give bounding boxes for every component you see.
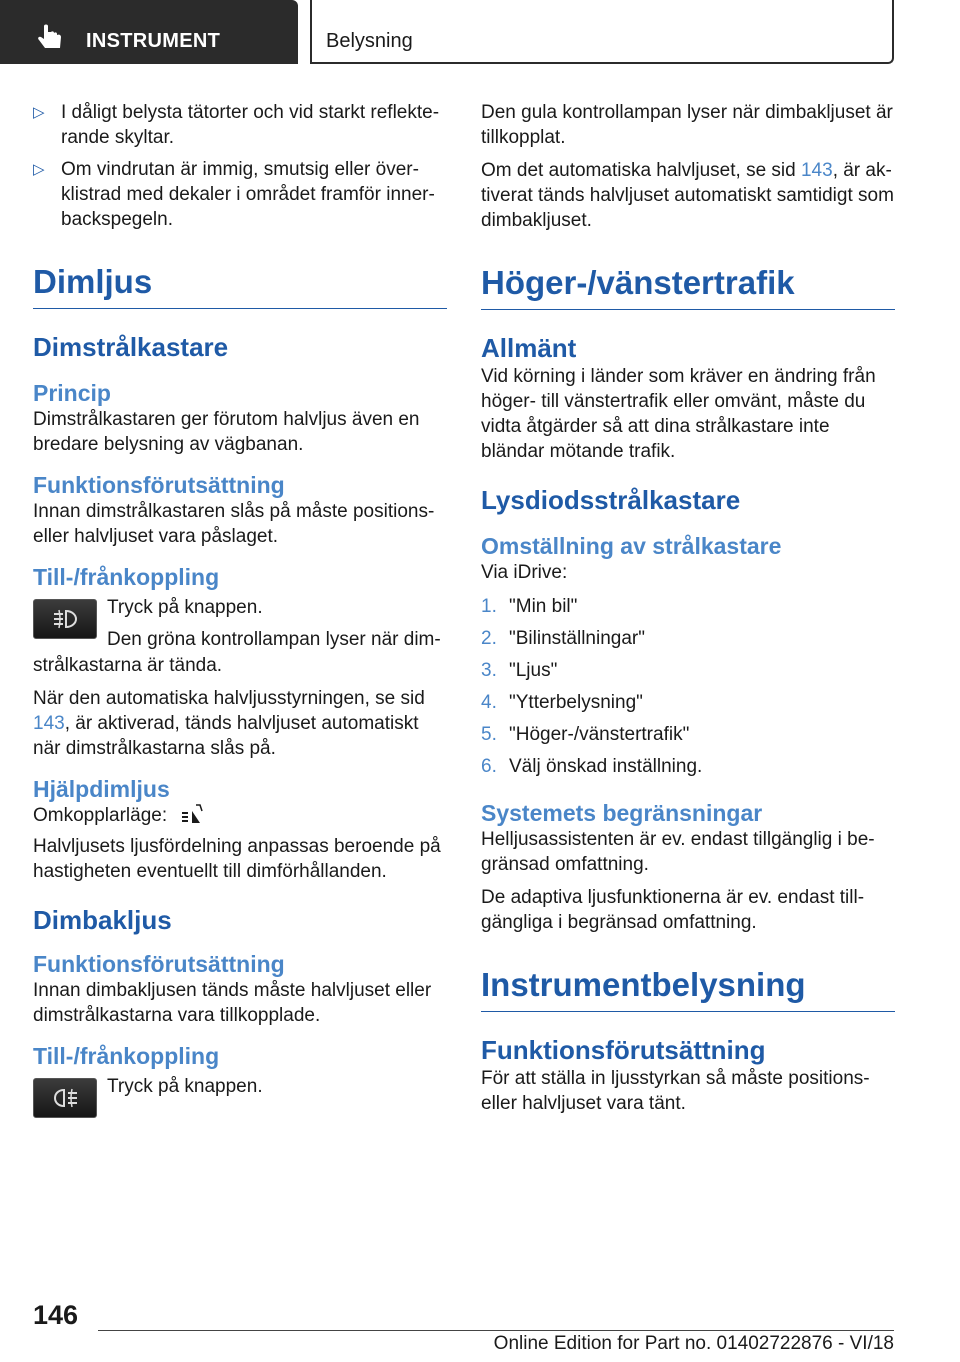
auto-fog-mode-icon bbox=[178, 803, 208, 825]
list-item: ▷ Om vindrutan är immig, smutsig eller överklistrad med dekaler i området framför innerbackspegeln. bbox=[33, 159, 435, 230]
page-header bbox=[0, 0, 960, 66]
text-grona-line1: Den gröna kontrollampan lyser när dim‑ bbox=[107, 629, 441, 650]
page-link-143[interactable]: 143 bbox=[33, 713, 65, 734]
text-tryck-1: Tryck på knappen. bbox=[107, 597, 263, 618]
list-item: 6. Välj önskad inställning. bbox=[481, 756, 703, 777]
heading-funktion-2: Funktionsförutsättning bbox=[33, 951, 285, 977]
front-fog-light-button-image bbox=[33, 599, 97, 639]
list-item: 1. "Min bil" bbox=[481, 596, 578, 617]
text-omkopplarlage: Omkopplarläge: bbox=[33, 803, 447, 828]
fog-button-row bbox=[33, 595, 447, 671]
heading-lysdiod: Lysdiodsstrålkastare bbox=[481, 485, 741, 515]
page-number: 146 bbox=[33, 1300, 79, 1330]
front-fog-icon bbox=[52, 607, 80, 631]
rear-fog-icon bbox=[52, 1086, 80, 1110]
right-column bbox=[481, 100, 895, 1116]
list-item: 3. "Ljus" bbox=[481, 660, 558, 681]
heading-funktion-1: Funktionsförutsättning bbox=[33, 472, 285, 498]
hand-pointer-icon bbox=[34, 24, 66, 50]
footer-edition: Online Edition for Part no. 01402722876 - VI/18 bbox=[493, 1333, 894, 1354]
heading-allmant: Allmänt bbox=[481, 333, 577, 363]
rear-fog-light-button-image bbox=[33, 1078, 97, 1118]
heading-systemets: Systemets begränsningar bbox=[481, 800, 763, 826]
rear-fog-button-row bbox=[33, 1074, 447, 1118]
left-column bbox=[33, 100, 447, 1118]
section-tab bbox=[0, 0, 298, 64]
section-label: INSTRUMENT bbox=[86, 30, 221, 52]
heading-princip: Princip bbox=[33, 380, 111, 406]
triangle-bullet-icon: ▷ bbox=[33, 161, 45, 178]
text-funktion-1: Innan dimstrålkastaren slås på måste positionseller halvljuset vara påslaget. bbox=[33, 501, 435, 547]
text-auto-right: Om det automatiska halvljuset, se sid 143, är aktiverat tänds halvljuset automatiskt samtidigt som dimbakljuset. bbox=[481, 160, 894, 231]
text-tryck-2: Tryck på knappen. bbox=[107, 1076, 263, 1097]
text-grona-line2: strålkastarna är tända. bbox=[33, 655, 223, 676]
heading-instrumentbelysning: Instrumentbelysning bbox=[481, 965, 895, 1012]
text-funktion-right: För att ställa in ljusstyrkan så måste positions- eller halvljuset vara tänt. bbox=[481, 1068, 870, 1114]
triangle-bullet-icon: ▷ bbox=[33, 104, 45, 121]
heading-dimbakljus: Dimbakljus bbox=[33, 905, 172, 935]
text-helljus: Helljusassistenten är ev. endast tillgänglig i begränsad omfattning. bbox=[481, 829, 875, 875]
heading-till-1: Till-/frånkoppling bbox=[33, 564, 220, 590]
text-allmant: Vid körning i länder som kräver en ändring från höger- till vänstertrafik eller omvänt, måste du vidta åtgärder så att dina strålkastare inte bländar mötande trafik. bbox=[481, 366, 876, 462]
list-item: 4. "Ytterbelysning" bbox=[481, 692, 643, 713]
text-auto-halvljus: När den automatiska halvljusstyrningen, se sid 143, är aktiverad, tänds halvljuset automatiskt när dimstrålkastarna slås på. bbox=[33, 688, 425, 759]
heading-hoger-vanster: Höger-/vänstertrafik bbox=[481, 263, 895, 310]
heading-omstallning: Omställning av strålkastare bbox=[481, 533, 782, 559]
list-item: ▷ I dåligt belysta tätorter och vid starkt reflekterande skyltar. bbox=[33, 102, 440, 148]
footer-divider bbox=[98, 1330, 894, 1331]
page-link-143[interactable]: 143 bbox=[800, 160, 833, 181]
text-funktion-2: Innan dimbakljusen tänds måste halvljuset eller dimstrålkastarna vara tillkopplade. bbox=[33, 980, 432, 1026]
list-item: 2. "Bilinställningar" bbox=[481, 628, 645, 649]
breadcrumb bbox=[310, 0, 894, 64]
breadcrumb-label: Belysning bbox=[326, 30, 413, 52]
heading-funktion-right: Funktionsförutsättning bbox=[481, 1035, 766, 1065]
heading-dimljus: Dimljus bbox=[33, 262, 447, 309]
heading-till-2: Till-/frånkoppling bbox=[33, 1043, 220, 1069]
text-gula: Den gula kontrollampan lyser när dimbakljuset är tillkopplat. bbox=[481, 102, 893, 148]
list-item: 5. "Höger-/vänstertrafik" bbox=[481, 724, 690, 745]
text-princip: Dimstrålkastaren ger förutom halvljus även en bredare belysning av vägbanan. bbox=[33, 409, 420, 455]
heading-hjalpdimljus: Hjälpdimljus bbox=[33, 776, 170, 802]
text-halvljus: Halvljusets ljusfördelning anpassas beroende på hastigheten eventuellt till dimförhållanden. bbox=[33, 836, 441, 882]
heading-dimstralkastare: Dimstrålkastare bbox=[33, 332, 229, 362]
text-via-idrive: Via iDrive: bbox=[481, 562, 568, 583]
steps-list bbox=[481, 591, 895, 783]
text-adaptiva: De adaptiva ljusfunktionerna är ev. endast tillgängliga i begränsad omfattning. bbox=[481, 887, 865, 933]
